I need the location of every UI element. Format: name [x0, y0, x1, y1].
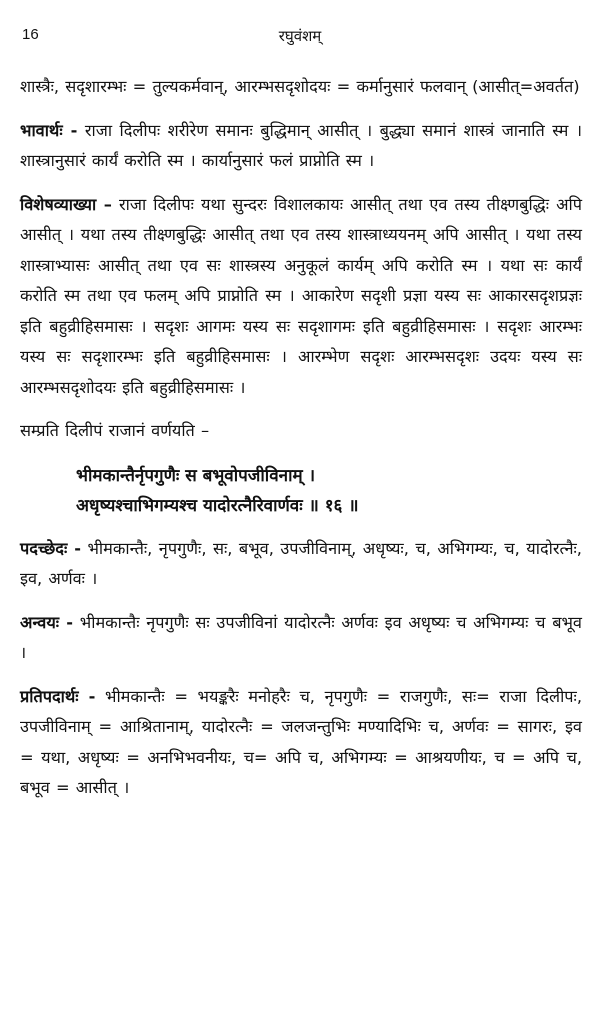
- padaccheda-paragraph: [20, 534, 582, 595]
- pratipadartha-label: प्रतिपदार्थः -: [20, 686, 96, 706]
- pratipadartha-text: भीमकान्तैः = भयङ्करैः मनोहरैः च, नृपगुणैः = राजगुणैः, सः= राजा दिलीपः, उपजीविनाम् = आश्रितानाम्, यादोरत्नैः = जलजन्तुभिः मण्यादिभिः च, अर्णवः = सागरः, इव = यथा, अधृष्यः = अनभिभवनीयः, च= अपि च, अभिगम्यः = आश्रयणीयः, च = अपि च, बभूव = आसीत् ।: [20, 686, 582, 797]
- pratipadartha-paragraph: [20, 682, 582, 804]
- anvaya-text: भीमकान्तैः नृपगुणैः सः उपजीविनां यादोरत्नैः अर्णवः इव अधृष्यः च अभिगम्यः च बभूव ।: [20, 612, 582, 662]
- page-header: [0, 26, 600, 50]
- running-title: रघुवंशम्: [278, 27, 322, 45]
- padaccheda-label: पदच्छेदः -: [20, 538, 81, 558]
- visheshavyakhya-label: विशेषव्याख्या –: [20, 194, 112, 214]
- intro-line: सम्प्रति दिलीपं राजानं वर्णयति –: [20, 421, 210, 440]
- verse-line-2: अधृष्यश्चाभिगम्यश्च यादोरत्नैरिवार्णवः ॥ १६ ॥: [76, 495, 359, 516]
- anvaya-paragraph: [20, 608, 582, 669]
- bhavartha-text: राजा दिलीपः शरीरेण समानः बुद्धिमान् आसीत् । बुद्ध्या समानं शास्त्रं जानाति स्म । शास्त्रानुसारं कार्यं करोति स्म । कार्यानुसारं फलं प्राप्नोति स्म ।: [20, 120, 582, 170]
- visheshavyakhya-text: राजा दिलीपः यथा सुन्दरः विशालकायः आसीत् तथा एव तस्य तीक्ष्णबुद्धिः अपि आसीत् । यथा तस्य तीक्ष्णबुद्धिः आसीत् तथा एव तस्य शास्त्राध्ययनम् अपि आसीत् । यथा तस्य शास्त्राभ्यासः आसीत् तथा एव सः शास्त्रस्य अनुकूलं कार्यम् अपि करोति स्म । यथा सः कार्यं करोति स्म तथा एव फलम् अपि प्राप्नोति स्म । आकारेण सदृशी प्रज्ञा यस्य सः आकारसदृशप्रज्ञः इति बहुव्रीहिसमासः । सदृशः आगमः यस्य सः सदृशागमः इति बहुव्रीहिसमासः । सदृशः आरम्भः यस्य सः सदृशारम्भः इति बहुव्रीहिसमासः । आरम्भेण सदृशः आरम्भसदृशः उदयः यस्य सः आरम्भसदृशोदयः इति बहुव्रीहिसमासः ।: [20, 194, 582, 397]
- page-number: 16: [22, 26, 39, 43]
- anvaya-label: अन्वयः -: [20, 612, 74, 632]
- bhavartha-paragraph: [20, 116, 582, 177]
- bhavartha-label: भावार्थः -: [20, 120, 78, 140]
- gloss-continuation: शास्त्रैः, सदृशारम्भः = तुल्यकर्मवान्, आरम्भसदृशोदयः = कर्मानुसारं फलवान् (आसीत्=अवर्तत): [20, 77, 580, 96]
- page-body: [20, 72, 582, 804]
- verse-line-1: भीमकान्तैर्नृपगुणैः स बभूवोपजीविनाम् ।: [76, 465, 316, 486]
- padaccheda-text: भीमकान्तैः, नृपगुणैः, सः, बभूव, उपजीविनाम्, अधृष्यः, च, अभिगम्यः, च, यादोरत्नैः, इव, अर्णवः ।: [20, 538, 582, 588]
- visheshavyakhya-paragraph: [20, 190, 582, 404]
- verse-block: [76, 461, 582, 521]
